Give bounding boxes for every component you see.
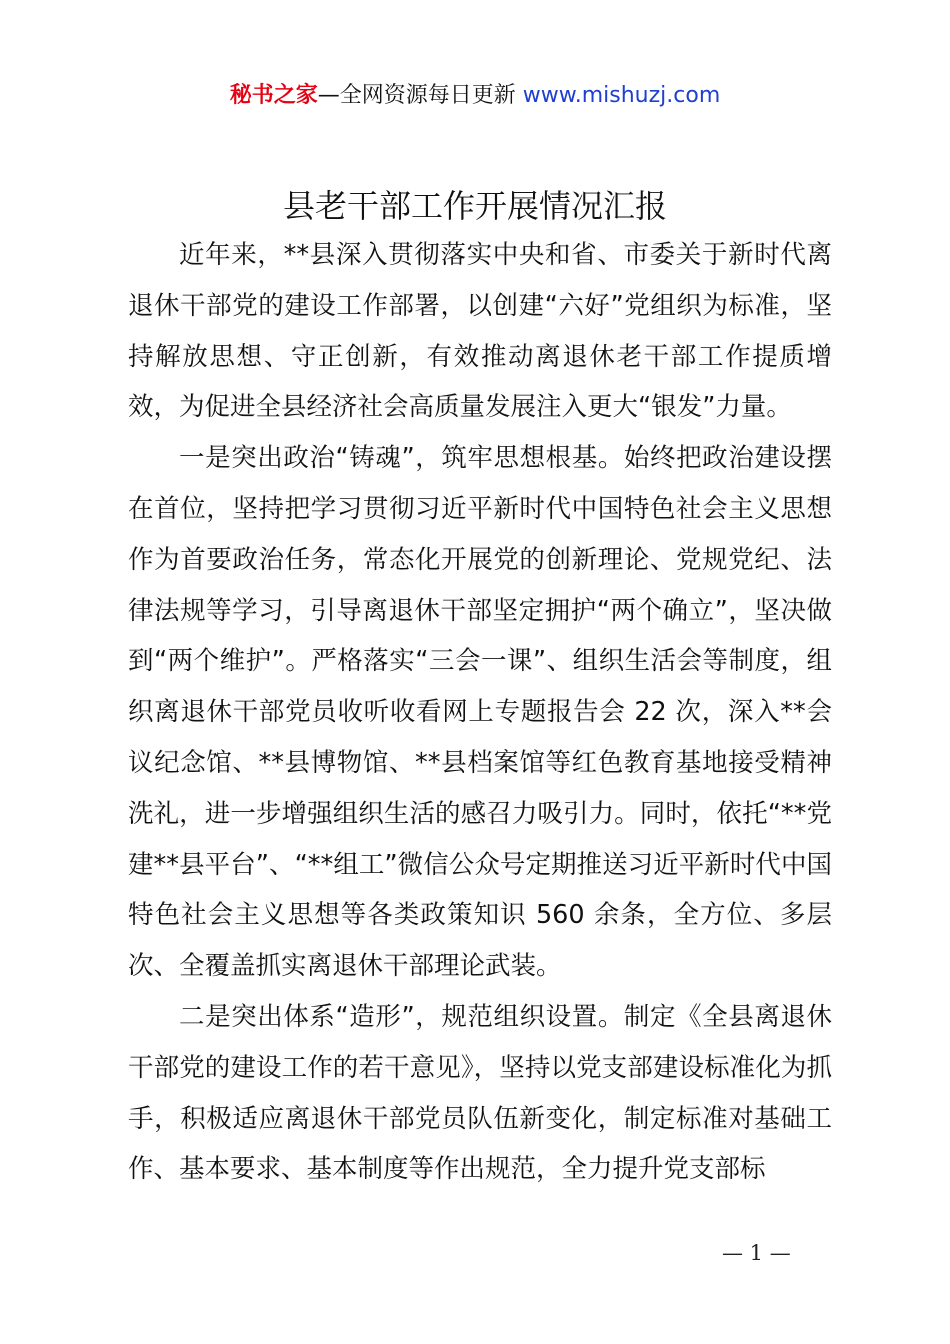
paragraph-political: 一是突出政治“铸魂”，筑牢思想根基。始终把政治建设摆在首位，坚持把学习贯彻习近平新时代中国特色社会主义思想作为首要政治任务，常态化开展党的创新理论、党规党纪、法律法规等学习，引导离退休干部坚定拥护“两个确立”，坚决做到“两个维护”。严格落实“三会一课”、组织生活会等制度，组织离退休干部党员收听收看网上专题报告会 22 次，深入**会议纪念馆、**县博物馆、**县档案馆等红色教育基地接受精神洗礼，进一步增强组织生活的感召力吸引力。同时，依托“**党建**县平台”、“**组工”微信公众号定期推送习近平新时代中国特色社会主义思想等各类政策知识 560 余条，全方位、多层次、全覆盖抓实离退休干部理论武装。 (128, 443, 832, 982)
site-header (0, 80, 950, 112)
site-url[interactable]: www.mishuzj.com (522, 83, 721, 108)
site-brand: 秘书之家 (229, 83, 318, 108)
document-body (128, 230, 832, 1195)
page-number: — 1 — (722, 1241, 791, 1265)
document-title: 县老干部工作开展情况汇报 (282, 187, 667, 225)
site-tagline: —全网资源每日更新 (317, 83, 523, 108)
paragraph-intro: 近年来，**县深入贯彻落实中央和省、市委关于新时代离退休干部党的建设工作部署，以创建“六好”党组织为标准，坚持解放思想、守正创新，有效推动离退休老干部工作提质增效，为促进全县经济社会高质量发展注入更大“银发”力量。 (128, 240, 832, 423)
paragraph-system: 二是突出体系“造形”，规范组织设置。制定《全县离退休干部党的建设工作的若干意见》，坚持以党支部建设标准化为抓手，积极适应离退休干部党员队伍新变化，制定标准对基础工作、基本要求、基本制度等作出规范，全力提升党支部标 (128, 1001, 832, 1185)
